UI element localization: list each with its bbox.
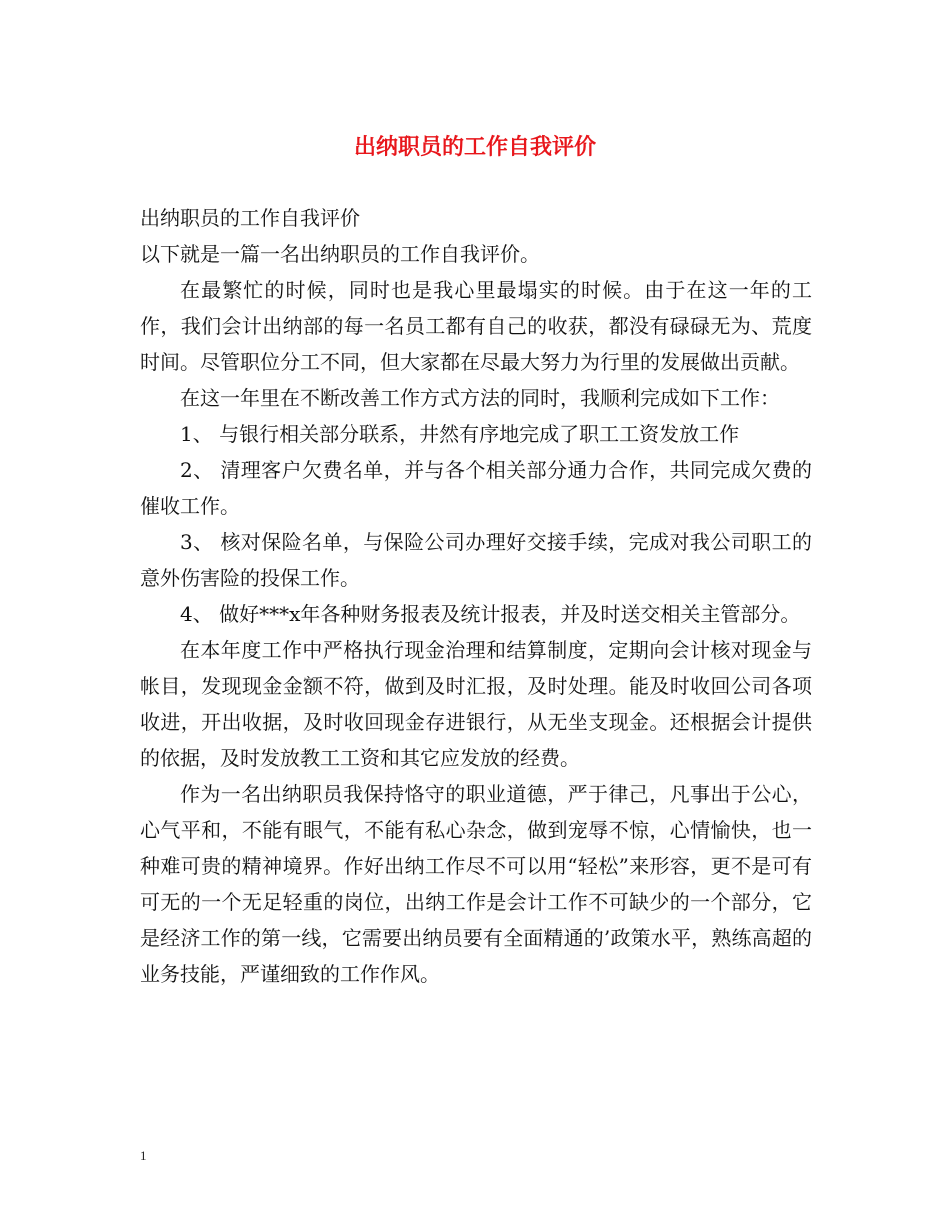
document-body (140, 200, 812, 992)
document-title: 出纳职员的工作自我评价 (353, 134, 596, 160)
document-intro: 以下就是一篇一名出纳职员的工作自我评价。 (140, 242, 540, 266)
list-item: 4、 做好***x年各种财务报表及统计报表，并及时送交相关主管部分。 (180, 602, 801, 626)
paragraph: 在这一年里在不断改善工作方式方法的同时，我顺利完成如下工作： (180, 386, 780, 410)
page-number: 1 (140, 1148, 147, 1163)
paragraph: 在最繁忙的时候，同时也是我心里最塌实的时候。由于在这一年的工作，我们会计出纳部的每一名员工都有自己的收获，都没有碌碌无为、荒度时间。尽管职位分工不同，但大家都在尽最大努力为行里的发展做出贡献。 (140, 278, 812, 374)
document-subtitle: 出纳职员的工作自我评价 (140, 206, 360, 230)
list-item: 2、 清理客户欠费名单，并与各个相关部分通力合作，共同完成欠费的催收工作。 (140, 458, 812, 518)
list-item: 1、 与银行相关部分联系，井然有序地完成了职工工资发放工作 (180, 422, 740, 446)
paragraph: 在本年度工作中严格执行现金治理和结算制度，定期向会计核对现金与帐目，发现现金金额不符，做到及时汇报，及时处理。能及时收回公司各项收进，开出收据，及时收回现金存进银行，从无坐支现金。还根据会计提供的依据，及时发放教工工资和其它应发放的经费。 (140, 638, 812, 770)
list-item: 3、 核对保险名单，与保险公司办理好交接手续，完成对我公司职工的意外伤害险的投保工作。 (140, 530, 812, 590)
paragraph: 作为一名出纳职员我保持恪守的职业道德，严于律己，凡事出于公心，心气平和，不能有眼气，不能有私心杂念，做到宠辱不惊，心情愉快，也一种难可贵的精神境界。作好出纳工作尽不可以用“轻松”来形容，更不是可有可无的一个无足轻重的岗位，出纳工作是会计工作不可缺少的一个部分，它是经济工作的第一线，它需要出纳员要有全面精通的’政策水平，熟练高超的业务技能，严谨细致的工作作风。 (140, 782, 812, 986)
